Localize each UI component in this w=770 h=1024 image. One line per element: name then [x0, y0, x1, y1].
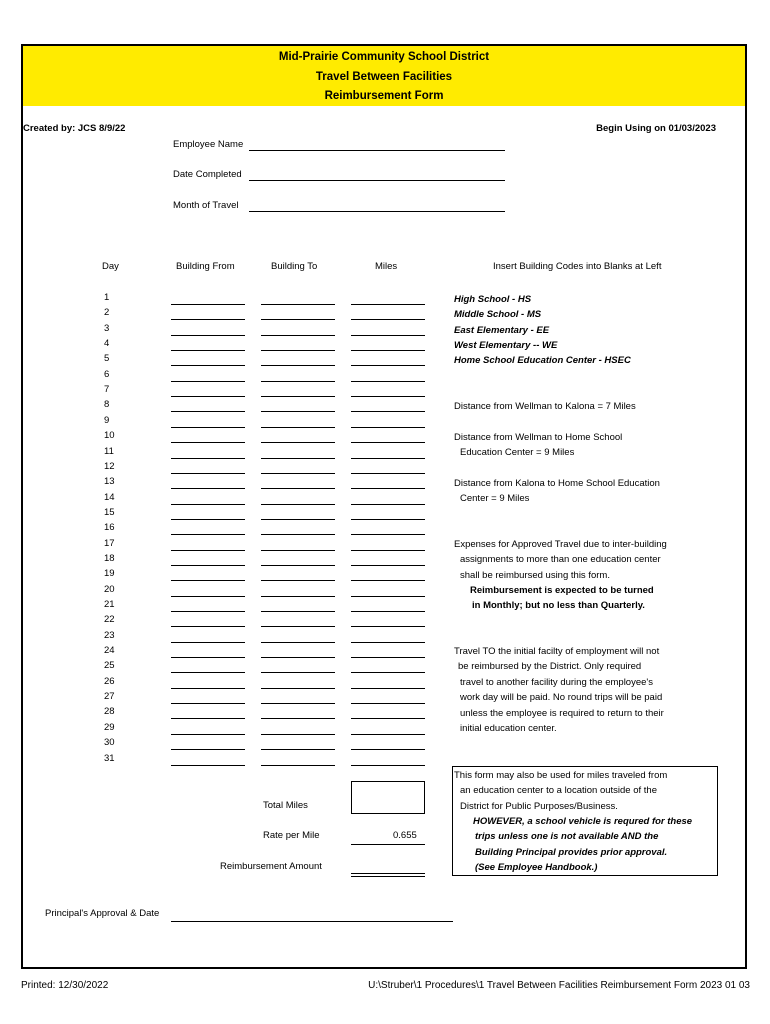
building-code: East Elementary - EE [454, 324, 550, 336]
miles-field[interactable] [351, 488, 425, 489]
miles-field[interactable] [351, 672, 425, 673]
building-to-field[interactable] [261, 565, 335, 566]
rate-value: 0.655 [393, 830, 417, 841]
printed-date: Printed: 12/30/2022 [21, 980, 109, 991]
building-to-field[interactable] [261, 335, 335, 336]
district-title: Mid-Prairie Community School District [278, 51, 490, 63]
employee-name-label: Employee Name [173, 139, 244, 150]
miles-field[interactable] [351, 350, 425, 351]
day-number: 25 [104, 660, 115, 672]
building-to-field[interactable] [261, 672, 335, 673]
miles-field[interactable] [351, 304, 425, 305]
miles-field[interactable] [351, 458, 425, 459]
day-number: 29 [104, 721, 115, 733]
building-to-field[interactable] [261, 350, 335, 351]
day-number: 24 [104, 645, 115, 657]
approval-label: Principal's Approval & Date [45, 908, 160, 919]
policy-line-2: be reimbursed by the District. Only required [458, 661, 642, 672]
day-number: 18 [104, 552, 115, 564]
building-to-field[interactable] [261, 473, 335, 474]
miles-field[interactable] [351, 703, 425, 704]
miles-field[interactable] [351, 396, 425, 397]
miles-field[interactable] [351, 626, 425, 627]
miles-field[interactable] [351, 534, 425, 535]
day-number: 20 [104, 583, 115, 595]
col-day-header: Day [102, 261, 119, 272]
building-from-field[interactable] [171, 350, 245, 351]
building-to-field[interactable] [261, 411, 335, 412]
col-codes-header: Insert Building Codes into Blanks at Left [493, 261, 662, 272]
box-line-6: Building Principal provides prior approval. [475, 847, 668, 858]
building-from-field[interactable] [171, 504, 245, 505]
building-from-field[interactable] [171, 427, 245, 428]
building-to-field[interactable] [261, 703, 335, 704]
col-from-header: Building From [176, 261, 235, 272]
miles-field[interactable] [351, 611, 425, 612]
building-to-field[interactable] [261, 596, 335, 597]
policy-line-1: Travel TO the initial facilty of employment will not [454, 646, 660, 657]
box-line-5: trips unless one is not available AND the [475, 831, 659, 842]
building-from-field[interactable] [171, 381, 245, 382]
form-title: Reimbursement Form [324, 90, 444, 102]
building-from-field[interactable] [171, 580, 245, 581]
building-from-field[interactable] [171, 442, 245, 443]
policy-line-3: travel to another facility during the employee's [460, 677, 653, 688]
building-to-field[interactable] [261, 718, 335, 719]
building-to-field[interactable] [261, 504, 335, 505]
day-number: 10 [104, 430, 115, 442]
building-to-field[interactable] [261, 642, 335, 643]
building-to-field[interactable] [261, 550, 335, 551]
day-number: 27 [104, 691, 115, 703]
box-line-3: District for Public Purposes/Business. [460, 801, 618, 812]
building-from-field[interactable] [171, 703, 245, 704]
total-miles-box[interactable] [351, 781, 425, 814]
building-from-field[interactable] [171, 365, 245, 366]
day-number: 5 [104, 353, 110, 365]
box-line-4: HOWEVER, a school vehicle is requred for these [473, 816, 693, 827]
total-miles-label: Total Miles [263, 800, 308, 811]
building-code: West Elementary -- WE [454, 340, 558, 352]
building-to-field[interactable] [261, 749, 335, 750]
miles-field[interactable] [351, 319, 425, 320]
expenses-line-3: shall be reimbursed using this form. [460, 570, 610, 581]
building-to-field[interactable] [261, 626, 335, 627]
miles-field[interactable] [351, 473, 425, 474]
expenses-line-5: in Monthly; but no less than Quarterly. [472, 600, 645, 611]
miles-field[interactable] [351, 381, 425, 382]
building-to-field[interactable] [261, 734, 335, 735]
miles-field[interactable] [351, 550, 425, 551]
day-number: 31 [104, 752, 115, 764]
day-number: 3 [104, 322, 110, 334]
building-to-field[interactable] [261, 611, 335, 612]
building-to-field[interactable] [261, 488, 335, 489]
building-code: Home School Education Center - HSEC [454, 355, 631, 367]
miles-field[interactable] [351, 335, 425, 336]
box-line-1: This form may also be used for miles traveled from [454, 770, 668, 781]
day-number: 11 [104, 445, 114, 457]
reimbursement-label: Reimbursement Amount [220, 861, 322, 872]
form-header [23, 46, 745, 106]
building-from-field[interactable] [171, 519, 245, 520]
miles-field[interactable] [351, 765, 425, 766]
day-number: 16 [104, 522, 115, 534]
miles-field[interactable] [351, 657, 425, 658]
building-to-field[interactable] [261, 319, 335, 320]
begin-using: Begin Using on 01/03/2023 [596, 123, 716, 134]
building-from-field[interactable] [171, 688, 245, 689]
col-to-header: Building To [271, 261, 318, 272]
rate-label: Rate per Mile [263, 830, 320, 841]
building-to-field[interactable] [261, 657, 335, 658]
month-of-travel-label: Month of Travel [173, 200, 239, 211]
building-from-field[interactable] [171, 534, 245, 535]
month-of-travel-field[interactable] [249, 211, 505, 212]
approval-signature-field[interactable] [171, 921, 453, 922]
day-number: 2 [104, 307, 110, 319]
miles-field[interactable] [351, 734, 425, 735]
form-subtitle: Travel Between Facilities [315, 70, 453, 83]
box-line-7: (See Employee Handbook.) [475, 862, 598, 873]
building-from-field[interactable] [171, 550, 245, 551]
miles-field[interactable] [351, 427, 425, 428]
building-from-field[interactable] [171, 749, 245, 750]
day-number: 26 [104, 675, 115, 687]
expenses-line-1: Expenses for Approved Travel due to inter-building [454, 539, 667, 550]
building-to-field[interactable] [261, 442, 335, 443]
building-from-field[interactable] [171, 672, 245, 673]
distance-note-3b: Center = 9 Miles [460, 493, 530, 504]
day-number: 4 [104, 338, 110, 350]
building-from-field[interactable] [171, 319, 245, 320]
box-line-2: an education center to a location outside of the [460, 785, 657, 796]
building-from-field[interactable] [171, 765, 245, 766]
building-to-field[interactable] [261, 765, 335, 766]
day-number: 15 [104, 506, 115, 518]
building-to-field[interactable] [261, 458, 335, 459]
col-miles-header: Miles [375, 261, 398, 272]
day-number: 28 [104, 706, 115, 718]
reimbursement-amount-field[interactable] [351, 873, 425, 877]
miles-field[interactable] [351, 642, 425, 643]
building-from-field[interactable] [171, 335, 245, 336]
expenses-line-2: assignments to more than one education center [460, 554, 661, 565]
building-to-field[interactable] [261, 396, 335, 397]
day-number: 7 [104, 384, 110, 396]
building-from-field[interactable] [171, 611, 245, 612]
building-to-field[interactable] [261, 534, 335, 535]
miles-field[interactable] [351, 519, 425, 520]
policy-line-6: initial education center. [460, 723, 557, 734]
building-to-field[interactable] [261, 381, 335, 382]
miles-field[interactable] [351, 688, 425, 689]
day-number: 6 [104, 368, 110, 380]
day-number: 21 [104, 599, 115, 610]
building-from-field[interactable] [171, 718, 245, 719]
day-number: 12 [104, 460, 115, 472]
created-by: Created by: JCS 8/9/22 [23, 123, 126, 134]
building-from-field[interactable] [171, 411, 245, 412]
date-completed-field[interactable] [249, 180, 505, 181]
day-number: 19 [104, 568, 115, 580]
building-to-field[interactable] [261, 519, 335, 520]
building-from-field[interactable] [171, 488, 245, 489]
date-completed-label: Date Completed [173, 169, 242, 180]
rate-underline [351, 844, 425, 845]
building-code: Middle School - MS [454, 309, 542, 321]
building-to-field[interactable] [261, 580, 335, 581]
day-number: 8 [104, 399, 110, 411]
building-from-field[interactable] [171, 734, 245, 735]
day-number: 17 [104, 537, 115, 549]
building-from-field[interactable] [171, 304, 245, 305]
building-from-field[interactable] [171, 565, 245, 566]
policy-line-5: unless the employee is required to return to their [460, 708, 664, 719]
miles-field[interactable] [351, 442, 425, 443]
building-from-field[interactable] [171, 458, 245, 459]
expenses-line-4: Reimbursement is expected to be turned [470, 585, 654, 596]
building-from-field[interactable] [171, 642, 245, 643]
distance-note-3a: Distance from Kalona to Home School Education [454, 478, 660, 489]
building-from-field[interactable] [171, 657, 245, 658]
miles-field[interactable] [351, 411, 425, 412]
miles-field[interactable] [351, 365, 425, 366]
miles-field[interactable] [351, 718, 425, 719]
day-number: 23 [104, 629, 115, 641]
day-number: 30 [104, 737, 115, 749]
building-from-field[interactable] [171, 626, 245, 627]
building-to-field[interactable] [261, 427, 335, 428]
day-number: 14 [104, 491, 115, 503]
day-number: 9 [104, 414, 110, 426]
policy-line-4: work day will be paid. No round trips will be paid [460, 692, 663, 703]
day-number: 1 [104, 292, 110, 303]
building-code: High School - HS [454, 294, 532, 305]
employee-name-field[interactable] [249, 150, 505, 151]
building-from-field[interactable] [171, 596, 245, 597]
miles-field[interactable] [351, 504, 425, 505]
distance-note-1: Distance from Wellman to Kalona = 7 Miles [454, 401, 636, 412]
miles-field[interactable] [351, 596, 425, 597]
miles-field[interactable] [351, 565, 425, 566]
miles-field[interactable] [351, 749, 425, 750]
building-to-field[interactable] [261, 365, 335, 366]
file-path: U:\Struber\1 Procedures\1 Travel Between Facilities Reimbursement Form 2023 01 03 [368, 980, 750, 991]
distance-note-2a: Distance from Wellman to Home School [454, 432, 623, 443]
day-number: 22 [104, 614, 115, 626]
building-to-field[interactable] [261, 304, 335, 305]
building-from-field[interactable] [171, 473, 245, 474]
distance-note-2b: Education Center = 9 Miles [460, 447, 575, 458]
building-to-field[interactable] [261, 688, 335, 689]
building-from-field[interactable] [171, 396, 245, 397]
day-number: 13 [104, 476, 115, 488]
miles-field[interactable] [351, 580, 425, 581]
